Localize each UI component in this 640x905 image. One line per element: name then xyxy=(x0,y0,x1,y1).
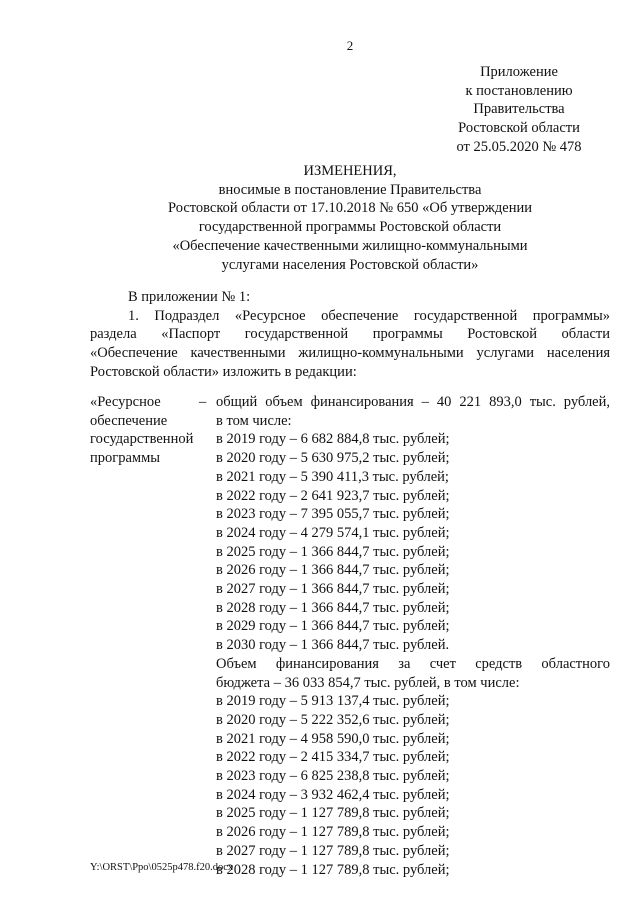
passport-label-line: государственной xyxy=(90,431,194,448)
appendix-line: Правительства xyxy=(473,101,565,118)
regional-funding-line: Объем финансирования за счет средств областного xyxy=(216,655,610,672)
appendix-header xyxy=(440,63,598,157)
subtitle-line: государственной программы Ростовской области xyxy=(198,219,502,236)
document-heading xyxy=(90,162,610,274)
amendment-item-line: «Обеспечение качественными жилищно-коммунальными услугами населения xyxy=(90,345,610,362)
total-funding-line: в том числе: xyxy=(216,412,292,429)
regional-year-line: в 2026 году – 1 127 789,8 тыс. рублей; xyxy=(216,824,450,841)
amendment-item-line: Ростовской области» изложить в редакции: xyxy=(90,363,357,380)
subtitle-line: вносимые в постановление Правительства xyxy=(218,181,482,198)
regional-funding-line: бюджета – 36 033 854,7 тыс. рублей, в том числе: xyxy=(216,674,520,691)
passport-dash: – xyxy=(199,394,207,410)
total-funding-line: общий объем финансирования – 40 221 893,0 тыс. рублей, xyxy=(216,394,610,410)
regional-year-line: в 2019 году – 5 913 137,4 тыс. рублей; xyxy=(216,693,450,710)
regional-year-line: в 2020 году – 5 222 352,6 тыс. рублей; xyxy=(216,711,450,728)
amendment-item-line: 1. Подраздел «Ресурсное обеспечение государственной программы» xyxy=(128,307,610,324)
subtitle-line: услугами населения Ростовской области» xyxy=(221,256,479,273)
passport-label-line: «Ресурсное xyxy=(90,394,161,410)
total-year-line: в 2024 году – 4 279 574,1 тыс. рублей; xyxy=(216,524,450,541)
regional-year-line: в 2023 году – 6 825 238,8 тыс. рублей; xyxy=(216,768,450,785)
total-year-line: в 2027 году – 1 366 844,7 тыс. рублей; xyxy=(216,581,450,598)
total-by-year-list xyxy=(216,430,610,654)
total-year-line: в 2019 году – 6 682 884,8 тыс. рублей; xyxy=(216,431,450,448)
total-year-line: в 2022 году – 2 641 923,7 тыс. рублей; xyxy=(216,487,450,504)
regional-year-line: в 2028 году – 1 127 789,8 тыс. рублей; xyxy=(216,861,450,878)
regional-year-line: в 2021 году – 4 958 590,0 тыс. рублей; xyxy=(216,730,450,747)
appendix-line: к постановлению xyxy=(465,82,573,99)
total-year-line: в 2030 году – 1 366 844,7 тыс. рублей. xyxy=(216,637,450,654)
subtitle-line: «Обеспечение качественными жилищно-коммунальными xyxy=(172,237,528,254)
appendix-line: от 25.05.2020 № 478 xyxy=(456,138,582,155)
appendix-reference: В приложении № 1: xyxy=(128,289,251,305)
total-year-line: в 2028 году – 1 366 844,7 тыс. рублей; xyxy=(216,599,450,616)
appendix-line: Приложение xyxy=(480,64,558,80)
passport-label-line: обеспечение xyxy=(90,412,168,429)
footer-file-path: Y:\ORST\Ppo\0525p478.f20.docx xyxy=(90,862,234,873)
regional-by-year-list xyxy=(216,692,610,879)
total-year-line: в 2029 году – 1 366 844,7 тыс. рублей; xyxy=(216,618,450,635)
total-year-line: в 2023 году – 7 395 055,7 тыс. рублей; xyxy=(216,506,450,523)
passport-label-line: программы xyxy=(90,450,160,467)
regional-year-line: в 2025 году – 1 127 789,8 тыс. рублей; xyxy=(216,805,450,822)
total-year-line: в 2021 году – 5 390 411,3 тыс. рублей; xyxy=(216,468,449,485)
page-number: 2 xyxy=(346,38,354,53)
intro-section xyxy=(90,288,610,382)
total-year-line: в 2020 году – 5 630 975,2 тыс. рублей; xyxy=(216,450,450,467)
subtitle-line: Ростовской области от 17.10.2018 № 650 «Об утверждении xyxy=(168,200,532,217)
regional-year-line: в 2027 году – 1 127 789,8 тыс. рублей; xyxy=(216,842,450,859)
document-title: ИЗМЕНЕНИЯ, xyxy=(303,163,397,179)
total-year-line: в 2026 году – 1 366 844,7 тыс. рублей; xyxy=(216,562,450,579)
amendment-item-line: раздела «Паспорт государственной программы Ростовской области xyxy=(90,326,610,343)
total-year-line: в 2025 году – 1 366 844,7 тыс. рублей; xyxy=(216,543,450,560)
regional-year-line: в 2022 году – 2 415 334,7 тыс. рублей; xyxy=(216,749,450,766)
passport-content xyxy=(216,393,610,879)
appendix-line: Ростовской области xyxy=(458,120,580,137)
regional-year-line: в 2024 году – 3 932 462,4 тыс. рублей; xyxy=(216,786,450,803)
